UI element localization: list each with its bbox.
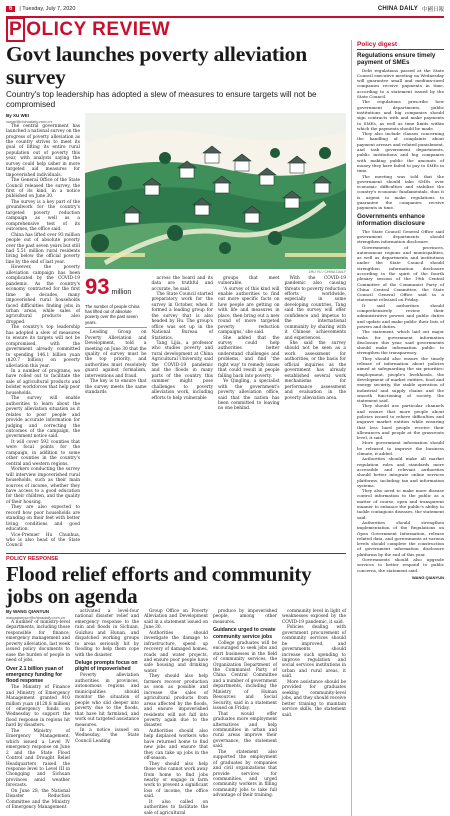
top-bar — [6, 3, 444, 15]
policy-digest-tag: Policy digest — [357, 41, 444, 50]
stat-number — [85, 273, 147, 304]
digest-head-1: Regulations ensure timely payment of SMEs — [357, 51, 436, 66]
main-column — [6, 40, 351, 816]
story1-body — [6, 113, 346, 549]
paragraph: With the COVID-19 pandemic also causing threats to poverty reduction efforts worldwide, especially in some developing countries, Tang said the survey will offer confidence and impetus to the international community by sharing with it Chinese achievements and experiences. — [284, 275, 346, 341]
paragraph: Vice-Premier Hu Chunhua, who is also head of the State Council — [6, 532, 80, 549]
paragraph: across the board and its data are truthful and accurate, he said. — [151, 275, 213, 292]
paragraph: Authorities should make all market regulation rules and standards more accessible and relevant authorities should better integrate online services platforms, including tax and information systems. — [357, 456, 444, 488]
paragraph: Governments should also upgrade services to better respond to public concerns, the statement said. — [357, 557, 444, 573]
paragraph: More government information should be released to improve the business climate, it added. — [357, 440, 444, 457]
paragraph: Debt regulations passed at the State Council executive meeting on Wednesday will guarantee small and medium-sized companies receive payments in time, according to a statement issued by the State Council. — [357, 67, 444, 100]
paragraph: China has lifted over 93 million people out of absolute poverty over the past seven years but still had 5.51 million rural residents living below the official poverty line by the end of last year. — [6, 232, 80, 265]
stat-value: 93 — [85, 273, 110, 299]
story2-col1 — [6, 620, 70, 664]
image-credit: ZHU YU / CHINA DAILY — [308, 269, 346, 274]
paragraph: They are also expected to record how poor households are standing on their feet with better living conditions and good education. — [6, 505, 80, 533]
story2-col1b — [6, 685, 70, 729]
paragraph: A number of ministry-level departments, including those responsible for finance, emergency management and poverty alleviation, last week issued policy documents to ease the burden of people in need of jobs. — [6, 619, 70, 664]
story1-deck: Country's top leadership has adopted a slew of measures to ensure targets will not be compromised — [6, 89, 317, 109]
paragraph: Ye Qingling, a specialist with the government's poverty alleviation office, said that the nation has been committed to leaving no one behind. — [218, 379, 280, 412]
stat-description: The number of people China has lifted out of absolute poverty over the past seven years. — [85, 304, 147, 329]
paragraph: The Ministry of Finance and Ministry of Emergency Management granted 910 million yuan ($128.8 million) of emergency funds on Wednesday to support the flood response in regions hit hard by disasters. — [6, 685, 70, 729]
story2-col2b — [75, 673, 139, 744]
paragraph: Poverty alleviation authorities in provinces, autonomous regions and municipalities should monitor the situation of people who slid deeper into poverty due to the floods, that have hit farmland, and work out targeted assistance measures. — [75, 673, 139, 728]
story2-crosshead-3: Guidance urged to create community service jobs — [213, 627, 276, 640]
paragraph: They should use particular channels and ensure that more people about policies issued to relieve difficulties and improve market entities while ensuring that less hard people receive their allowances and people at the grassroots level, it said. — [357, 403, 444, 441]
story2-email: wangqianyun@chinadaily.com.cn — [6, 614, 66, 620]
paragraph: In a notice issued on Wednesday, the State Council Leading — [75, 727, 139, 744]
story2-byline: By WANG QIANYUN — [6, 608, 50, 614]
story1-headline: Govt launches poverty alleviation survey — [6, 41, 307, 89]
paragraph: Policies dealing with government procurement of community services should be improved, and governments should increase such spending to improve regulation and social services institutions in urban and rural areas, it said. — [282, 625, 346, 680]
paragraph: More assistance should be provided for graduates seeking community-level jobs, and they should receive better training to maintain service skills, the statement said. — [282, 679, 346, 718]
paragraph: The General Office of the State Council released the survey, the first of its kind, in a notice published on June 30. — [6, 178, 80, 200]
paragraph: activated a level-four national disaster relief and emergency response to the rain and floods in Sichuan, Guizhou and Hunan, and dispatched working groups to areas seriously hit by flooding to help them cope with the disaster. — [75, 608, 139, 658]
paragraph: She added that the survey could help authorities better understand challenges and problems, and find 'the right way' to remedy issues that could result in people falling back into poverty. — [218, 335, 280, 379]
story1-byline: By XU WEI — [6, 112, 30, 118]
masthead-chinese: 中國日報 — [421, 7, 444, 13]
paragraph: They also include clauses concerning the handling of complaints about payment arrears and related punishment, and task government departments, public institutions and big companies with making public the amounts of money they have failed to pay to SMEs in time. — [357, 131, 444, 174]
paragraph: Authorities should strengthen implementation of the Regulations on Open Government Information, release related data, and governments at various levels should complete the construction of government information disclosure platforms by the end of this year. — [357, 519, 444, 557]
paragraph: They should also help farmers recover production as soon as possible and increase the sales of agricultural products from areas affected by the floods, and ensure impoverished residents will not fall into poverty again due to the disaster. — [144, 674, 208, 729]
digest-signature: WANG QIANYUN — [412, 574, 444, 580]
story1-email: xuwei@chinadaily.com.cn — [6, 118, 52, 124]
story1-col1 — [6, 124, 80, 549]
paragraph: It will cover 592 counties that were focal points for the campaign, in addition to some other counties in the country's central and western regions. — [6, 439, 80, 467]
paragraph: produce by impoverished people, among other measures. — [213, 608, 277, 625]
paragraph: The Ministry of Emergency Management, which issued a Level IV emergency response on June 2 and the State Flood Control and Drought Relief Headquarters raised the response level to Level III in Chongqing and Sichuan provinces amid weather forecasts. — [6, 728, 70, 789]
story2-col2 — [75, 609, 139, 658]
paragraph: Authorities should investigate the damage to infrastructure, speed up recovery of damaged homes, roads and water projects, and ensure poor people have safe housing and drinking water. — [144, 630, 208, 674]
paragraph: The survey will enable authorities to learn about the poverty alleviation situation as it relates to poor people and provide accurate information for judging and correcting the outcomes of the campaign, the government notice said. — [6, 396, 80, 440]
section-title-initial: P — [6, 17, 25, 42]
paragraph: They should also ensure the timely release of information about policies aimed at safeguarding the six priorities: employment, people's livelihoods, the development of market entities, food and energy security, the stable operation of industrial and supply chains and the smooth functioning of society, the statement said. — [357, 355, 444, 404]
paragraph: It also called on authorities to facilitate the sale of agricultural — [144, 799, 208, 816]
story2-crosshead-1: Over 2.1 billion yuan of emergency funding for flood response — [6, 665, 64, 684]
paragraph: The country's top leadership has adopted a slew of measures to ensure its targets will not be compromised, with the government already committed to spending 146.1 billion yuan ($20.7 billion) on poverty alleviation this year. — [6, 325, 80, 369]
paragraph: The statement also supported the employment of graduates by companies and civil organizations that provide services for communities, and urged community workers in filling community jobs to take full advantage of their training. — [213, 749, 277, 799]
story2-body — [6, 609, 346, 816]
policy-digest-column — [351, 40, 444, 816]
story1-col5 — [285, 276, 347, 401]
paragraph: They should also help those who cannot work away from home to find jobs nearby or engage in farm work to prevent a significant loss of income, the office said. — [144, 761, 208, 800]
paragraph: The regulations prescribe how government departments, public institutions and big companies should sign contracts with and make payments to SMEs, as well as time limits within which the payments should be made. — [357, 99, 444, 131]
paragraph: Authorities should also help displaced workers who have returned home to find new jobs and ensure that they can take up jobs in the off-season. — [144, 728, 208, 762]
digest-body-2 — [357, 229, 444, 573]
story2-crosshead-2: Deluge prompts focus on plight of impoverished — [75, 660, 138, 673]
village-illustration — [85, 113, 346, 269]
masthead: CHINA DAILY — [377, 6, 418, 12]
issue-date: | Tuesday, July 7, 2020 — [19, 6, 76, 12]
digest-head-2: Governments enhance information disclosure — [357, 212, 425, 227]
paragraph: However, the poverty alleviation campaign has been complicated by the COVID-19 pandemic. As the country's economy contracted for the first time in decades, many impoverished rural households faced difficulties finding jobs in urban areas, while sales of agricultural products also dropped. — [6, 265, 80, 325]
story1-col3 — [152, 276, 214, 401]
paragraph: It said authorities should comprehensively review their administrative powers and public duties and update and make public their lists of powers and duties. — [357, 302, 444, 329]
paragraph: groups that meet vulnerable. — [218, 275, 280, 287]
story2-col4 — [213, 609, 277, 625]
story2-col3 — [144, 609, 208, 816]
story2-col5 — [282, 609, 346, 718]
story2-col1c — [6, 729, 70, 811]
digest-body-1 — [357, 68, 444, 211]
story2-col4b — [213, 641, 277, 799]
paragraph: On June 28, the National Disaster Reduction Committee and the Ministry of Emergency Management — [6, 788, 70, 811]
paragraph: 'A survey of this kind will enable authorities to find out more specific facts on how people are getting on with life and measures in place, then bring out a new round of more targeted poverty reduction campaigns,' she said. — [218, 286, 280, 336]
paragraph: The survey is a key part of the groundwork for the country's targeted poverty reduction campaign as well as a comprehensive test of its outcomes, the office said. — [6, 199, 80, 233]
paragraph: Tang Lijia, a professor who studies poverty and rural development at China Agricultural University, said the COVID-19 pandemic and the floods in many parts of the country this summer might pose challenges to poverty alleviation work, including efforts to help vulnerable — [151, 341, 213, 401]
paragraph: Governments of provinces, autonomous regions and municipalities, as well as departments and institutions under the State Council should strengthen information disclosure according to the spirit of the fourth plenary session of the 19th Central Committee of the Communist Party of China Central Committee, the State Council General Office said in a statement released on Friday. — [357, 244, 444, 303]
paragraph: They also need to make more disease control information to the public as a matter of course, open and transparent manner to enhance the public's ability to tackle contagious diseases, the statement said. — [357, 488, 444, 520]
paragraph: Group Office on Poverty Alleviation and Development said in a statement issued on June 30. — [144, 608, 208, 631]
paragraph: Workers conducting the survey will interview impoverished rural households, such as their main sources of income, whether they have access to a good education for their children, and the quality of their housing. — [6, 467, 80, 505]
story1-col4 — [218, 276, 280, 412]
paragraph: She said the survey should not be seen as a work assessment for authorities, or the basis for official inquiries as the government has already established several work mechanisms for performance assessment and evaluation in the poverty alleviation area. — [284, 341, 346, 401]
paragraph: The key is to ensure that the survey meets the same standards — [85, 379, 147, 396]
paragraph: In a number of programs, we have rolled out to facilitate the sale of agricultural products and bolster workforces that help poor households. — [6, 368, 80, 396]
paragraph: That would offer graduates more employment alternatives and help communities in urban and rural areas improve their governance, the statement said. — [213, 711, 277, 750]
section-title — [6, 20, 444, 40]
paragraph: The State Council General Office said government departments should strengthen information disclosure. — [357, 228, 444, 245]
paragraph: community level in light of weaknesses exposed by the COVID-19 pandemic, it said. — [282, 608, 346, 625]
stat-unit: million — [111, 288, 132, 296]
paragraph: College graduates will be encouraged to seek jobs and start businesses in the field of community services, the Organization Department of the Communist Party of China Central Committee and a number of government departments, including the Ministry of Human Resources and Social Security, said in a statement issued on Friday. — [213, 640, 277, 712]
story1-col2 — [85, 330, 147, 395]
story2-headline: Flood relief efforts and community jobs on agenda — [6, 561, 312, 608]
page-number: 6 — [6, 6, 15, 12]
paragraph: The statement, which laid out major tasks for government information disclosure this year, said governments should make information public to strengthen the transparency. — [357, 329, 444, 356]
paragraph: Leading Group on Poverty Alleviation and Development, told a meeting on June 30 that the quality of survey must be the top priority, and authorities must resolutely guard against formalism, interventions and fraud. — [85, 330, 147, 379]
top-rule — [6, 16, 444, 18]
paragraph: The central government has launched a national survey on the progress of poverty alleviation as the country strives to meet its goal of lifting its entire rural population out of poverty this year, with analysts saying the survey could help usher in more targeted aid measures for impoverished individuals. — [6, 123, 80, 178]
story2-tag: POLICY RESPONSE — [6, 555, 59, 562]
section-separator — [6, 553, 346, 554]
paragraph: The State Council started preparatory work for the survey in October, when it formed a leading group for the survey that is also headed by Hu. The group's office was set up in the National Bureau of Statistics. — [151, 291, 213, 341]
section-title-rest: OLICY REVIEW — [26, 18, 171, 40]
paragraph: The meeting was told that the government should take SMEs over economic difficulties and stabilize the country's economic fundamentals, thus it is urgent to make regulations to guarantee the companies receive payments in time. — [357, 173, 444, 211]
